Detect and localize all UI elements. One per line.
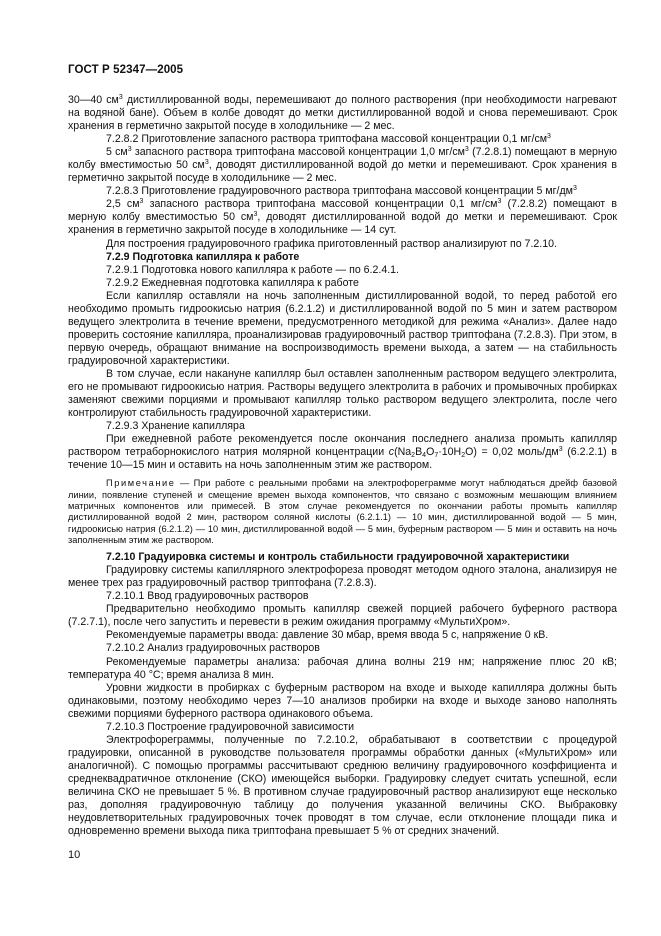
paragraph: 7.2.10.3 Построение градуировочной зависимости bbox=[106, 720, 355, 733]
note: Примечание — При работе с реальными пробами на электрофореграмме могут наблюдаться дрейф базовой линии, появление ступеней и смещение времен выхода компонентов, что связано с возможным мешающим влиянием матричных компонентов или примесей. В этом случае рекомендуется по окончании работы промыть капилляр дистиллированной водой 2 мин, раствором соляной кислоты (6.2.1.1) — 10 мин, дистиллированной водой — 5 мин, гидроокисью натрия (6.2.1.2) — 10 мин, дистиллированной водой — 5 мин, буферным раствором — 5 мин и оставить на ночь заполненным этим же раствором. bbox=[68, 478, 617, 545]
paragraph: 30—40 $см^3$ дистиллированной воды, перемешивают до полного растворения (при необходимости нагревают на водяной бане). Объем в колбе доводят до метки дистиллированной водой и снова перемешивают. Срок хранения в герметично закрытой посуде в холодильнике — 2 мес. bbox=[68, 94, 617, 133]
paragraph: При ежедневной работе рекомендуется после окончания последнего анализа промыть капилляр раствором тетраборнокислого натрия молярной концентрации $c(Na_2B_4O_7\cdot 10H_2O) = 0,02$ моль/$дм^3$ (6.2.2.1) в течение 10—15 мин и оставить на ночь заполненным этим же раствором. bbox=[68, 433, 617, 472]
page-number: 10 bbox=[68, 849, 81, 861]
paragraph: 7.2.10.2 Анализ градуировочных растворов bbox=[106, 642, 320, 655]
paragraph: Если капилляр оставляли на ночь заполненным дистиллированной водой, то перед работой его необходимо промыть гидроокисью натрия (6.2.1.2) и дистиллированной водой по 5 мин и затем раствором ведущего электролита в течение времени, предусмотренного методикой для режима «Анализ». Далее надо проверить состояние капилляра, проанализировав градуировочный раствор триптофана (7.2.8.3). При этом, в первую очередь, обращают внимание на воспроизводимость времени выхода, а затем — на стабильность градуировочной характеристики. bbox=[68, 289, 617, 367]
paragraph: 2,5 $см^3$ запасного раствора триптофана массовой концентрации 0,1 $мг/см^3$ (7.2.8.2) помещают в мерную колбу вместимостью 50 $см^3$, доводят дистиллированной водой до метки и перемешивают. Срок хранения в герметично закрытой посуде в холодильнике — 14 сут. bbox=[68, 198, 617, 237]
paragraph: 7.2.9.1 Подготовка нового капилляра к работе — по 6.2.4.1. bbox=[106, 263, 399, 276]
section-heading: 7.2.9 Подготовка капилляра к работе bbox=[106, 250, 300, 263]
document-header: ГОСТ Р 52347—2005 bbox=[68, 64, 184, 76]
paragraph: Предварительно необходимо промыть капилляр свежей порцией рабочего буферного раствора (7.2.7.1), после чего запустить и перевести в режим ожидания программу «МультиХром». bbox=[68, 603, 617, 629]
note-label: Примечание bbox=[106, 478, 176, 489]
document-body bbox=[68, 94, 617, 838]
paragraph: В том случае, если накануне капилляр был оставлен заполненным раствором ведущего электролита, его не промывают гидроокисью натрия. Растворы ведущего электролита в рабочих и промывочных пробирках заменяют свежими порциями и промывают капилляр только раствором ведущего электролита, после чего контролируют стабильность градуировочной характеристики. bbox=[68, 367, 617, 420]
paragraph: 5 $см^3$ запасного раствора триптофана массовой концентрации 1,0 $мг/см^3$ (7.2.8.1) помещают в мерную колбу вместимостью 50 $см^3$, доводят дистиллированной водой до метки и перемешивают. Срок хранения в герметично закрытой посуде в холодильнике — 2 мес. bbox=[68, 146, 617, 185]
paragraph: Рекомендуемые параметры ввода: давление 30 мбар, время ввода 5 с, напряжение 0 кВ. bbox=[106, 629, 549, 642]
paragraph: 7.2.8.2 Приготовление запасного раствора триптофана массовой концентрации 0,1 $мг/см^3$ bbox=[106, 133, 551, 146]
paragraph: Для построения градуировочного графика приготовленный раствор анализируют по 7.2.10. bbox=[106, 237, 557, 250]
paragraph: 7.2.8.3 Приготовление градуировочного раствора триптофана массовой концентрации 5 $мг/дм^3$ bbox=[106, 185, 577, 198]
paragraph: 7.2.9.3 Хранение капилляра bbox=[106, 420, 245, 433]
paragraph: 7.2.10.1 Ввод градуировочных растворов bbox=[106, 590, 309, 603]
paragraph: 7.2.9.2 Ежедневная подготовка капилляра к работе bbox=[106, 276, 359, 289]
paragraph: Электрофореграммы, полученные по 7.2.10.2, обрабатывают в соответствии с процедурой градуировки, описанной в руководстве пользователя программы обработки данных («МультиХром» или аналогичной). С помощью программы рассчитывают среднюю величину градуировочного коэффициента и среднеквадратичное отклонение (СКО) имеющейся выборки. Градуировку следует считать успешной, если величина СКО не превышает 5 %. В противном случае градуировочный раствор анализируют еще несколько раз, дополняя градуировочную таблицу до получения указанной величины СКО. Выбраковку неудовлетворительных градуировочных точек проводят в том случае, если отклонение площади пика и одновременно времени выхода пика триптофана превышает 5 % от средних значений. bbox=[68, 733, 617, 838]
paragraph: Рекомендуемые параметры анализа: рабочая длина волны 219 нм; напряжение плюс 20 кВ; температура 40 °С; время анализа 8 мин. bbox=[68, 655, 617, 681]
paragraph: Градуировку системы капиллярного электрофореза проводят методом одного эталона, анализируя не менее трех раз градуировочный раствор триптофана (7.2.8.3). bbox=[68, 564, 617, 590]
section-heading: 7.2.10 Градуировка системы и контроль стабильности градуировочной характеристики bbox=[106, 551, 570, 564]
paragraph: Уровни жидкости в пробирках с буферным раствором на входе и выходе капилляра должны быть одинаковыми, поэтому необходимо через 7—10 анализов пробирки на входе и выходе заново наполнять свежими порциями буферного раствора одинакового объема. bbox=[68, 681, 617, 720]
